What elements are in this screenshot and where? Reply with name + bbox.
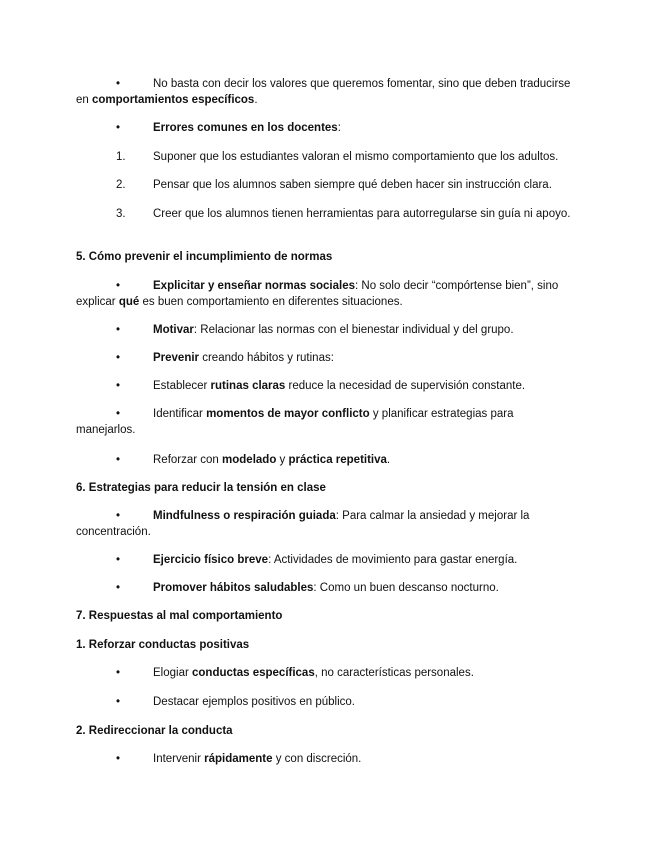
bullet-item: [76, 452, 576, 468]
text-run: No basta con decir los valores que queremos fomentar, sino que deben traducirse en: [76, 78, 571, 106]
text-run: : Para calmar la ansiedad y mejorar la concentración.: [76, 510, 530, 538]
bullet-item: [76, 508, 576, 540]
bullet-item: [76, 665, 576, 681]
text-run: Creer que los alumnos tienen herramientas para autorregularse sin guía ni apoyo.: [153, 208, 571, 220]
bullet-marker: •: [116, 352, 121, 364]
bullet-item: [76, 378, 576, 394]
number-marker: 2.: [116, 179, 126, 191]
bullet-marker: •: [116, 122, 121, 134]
bold-run: rutinas claras: [210, 380, 286, 392]
bold-run: Errores comunes en los docentes: [153, 122, 338, 134]
bold-run: modelado: [222, 454, 277, 466]
text-run: Destacar ejemplos positivos en público.: [153, 696, 355, 708]
text-run: , no características personales.: [314, 667, 474, 679]
bullet-marker: •: [116, 667, 121, 679]
bullet-marker: •: [116, 696, 121, 708]
section-heading: 7. Respuestas al mal comportamiento: [76, 610, 283, 622]
bold-run: Promover hábitos saludables: [153, 582, 314, 594]
number-marker: 3.: [116, 208, 126, 220]
text-run: y con discreción.: [272, 753, 362, 765]
text-run: .: [386, 454, 391, 466]
subsection-heading: 1. Reforzar conductas positivas: [76, 639, 250, 651]
numbered-item: [76, 149, 576, 165]
numbered-item: [76, 177, 576, 193]
bullet-item: [76, 552, 576, 568]
section-heading: 5. Cómo prevenir el incumplimiento de normas: [76, 251, 333, 263]
bullet-marker: •: [116, 78, 121, 90]
bold-run: comportamientos específicos: [92, 94, 255, 106]
text-run: : Relacionar las normas con el bienestar individual y del grupo.: [193, 324, 514, 336]
bullet-marker: •: [116, 380, 121, 392]
bullet-marker: •: [116, 324, 121, 336]
text-run: : Como un buen descanso nocturno.: [313, 582, 499, 594]
text-run: Establecer: [153, 380, 211, 392]
bullet-item: [76, 406, 576, 438]
bullet-item: [76, 751, 576, 767]
bullet-marker: •: [116, 582, 121, 594]
text-run: .: [254, 94, 258, 106]
text-run: Intervenir: [153, 753, 205, 765]
text-run: es buen comportamiento en diferentes situaciones.: [139, 296, 403, 308]
text-run: creando hábitos y rutinas:: [199, 352, 334, 364]
bullet-item: [76, 322, 576, 338]
bold-run: conductas específicas: [192, 667, 315, 679]
bold-run: momentos de mayor conflicto: [206, 408, 370, 420]
bold-run: Explicitar y enseñar normas sociales: [153, 280, 355, 292]
number-marker: 1.: [116, 151, 126, 163]
bullet-marker: •: [116, 510, 121, 522]
text-run: y: [276, 454, 289, 466]
bullet-item: [76, 76, 576, 108]
bullet-item: [76, 278, 576, 310]
text-run: Elogiar: [153, 667, 192, 679]
text-run: Identificar: [153, 408, 207, 420]
bold-run: Mindfulness o respiración guiada: [153, 510, 336, 522]
bold-run: Motivar: [153, 324, 194, 336]
bullet-item: [76, 350, 576, 366]
bold-run: Prevenir: [153, 352, 200, 364]
text-run: y planificar estrategias para manejarlos.: [76, 408, 514, 436]
bullet-marker: •: [116, 753, 121, 765]
text-run: Pensar que los alumnos saben siempre qué deben hacer sin instrucción clara.: [153, 179, 552, 191]
bullet-item: [76, 694, 576, 710]
bold-run: Ejercicio físico breve: [153, 554, 269, 566]
bullet-item: [76, 120, 576, 136]
section-heading: 6. Estrategias para reducir la tensión en clase: [76, 482, 326, 494]
text-run: : No solo decir “compórtense bien”, sino explicar: [76, 280, 559, 308]
bold-run: qué: [118, 296, 140, 308]
bullet-marker: •: [116, 408, 121, 420]
text-run: Reforzar con: [153, 454, 223, 466]
text-run: :: [337, 122, 341, 134]
text-run: : Actividades de movimiento para gastar energía.: [268, 554, 518, 566]
bullet-marker: •: [116, 454, 121, 466]
bold-run: rápidamente: [204, 753, 273, 765]
bullet-item: [76, 580, 576, 596]
bold-run: práctica repetitiva: [288, 454, 387, 466]
subsection-heading: 2. Redireccionar la conducta: [76, 725, 233, 737]
bullet-marker: •: [116, 554, 121, 566]
text-run: reduce la necesidad de supervisión constante.: [285, 380, 526, 392]
text-run: Suponer que los estudiantes valoran el mismo comportamiento que los adultos.: [153, 151, 559, 163]
numbered-item: [76, 206, 576, 222]
bullet-marker: •: [116, 280, 121, 292]
